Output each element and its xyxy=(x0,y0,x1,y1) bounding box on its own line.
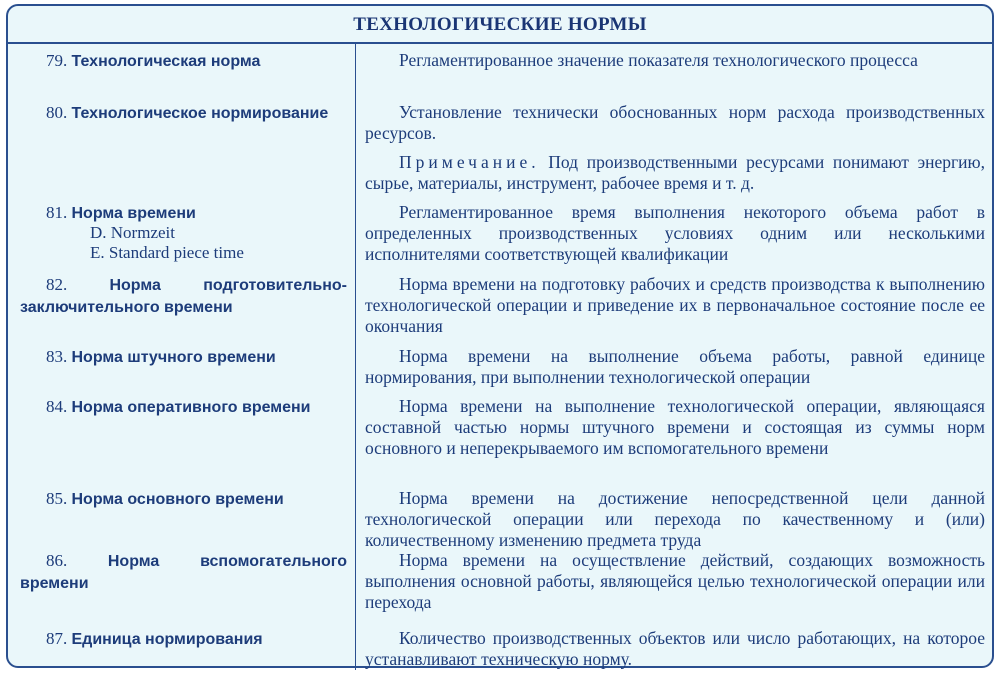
definition: Количество производственных объектов или число работающих, на которое устанавливают техническую норму. xyxy=(365,628,985,669)
entry-number: 84. xyxy=(46,397,68,416)
term-name: Норма вспомогательного времени xyxy=(20,553,347,592)
entry-82 xyxy=(8,274,992,346)
entry-number: 85. xyxy=(46,489,68,508)
entry-81 xyxy=(8,202,992,274)
entry-number: 80. xyxy=(46,103,68,122)
term-cell xyxy=(20,346,373,368)
term-name: Норма оперативного времени xyxy=(71,399,311,416)
note-text: Под производственными ресурсами понимают энергию, сырье, материалы, инструмент, рабочее время и т. д. xyxy=(365,152,985,193)
term-name: Норма времени xyxy=(71,205,196,222)
definition: Регламентированное значение показателя технологического процесса xyxy=(399,50,918,70)
page-title: ТЕХНОЛОГИЧЕСКИЕ НОРМЫ xyxy=(353,14,647,35)
definition: Норма времени на осуществление действий, создающих возможность выполнения основной работы, являющейся целью технологической операции или перехода xyxy=(365,550,985,612)
term-name: Норма основного времени xyxy=(71,491,284,508)
term-cell xyxy=(20,628,373,650)
term-name: Технологическое нормирование xyxy=(71,105,329,122)
term-name: Технологическая норма xyxy=(71,53,261,70)
term-name: Норма штучного времени xyxy=(71,349,276,366)
entries-list xyxy=(8,44,992,669)
entry-80 xyxy=(8,102,992,202)
entry-87 xyxy=(8,628,992,672)
term-cell xyxy=(20,488,373,510)
definition: Норма времени на выполнение технологической операции, являющаяся составной частью нормы штучного времени и состоящая из суммы норм основного и неперекрываемого им вспомогательного времени xyxy=(365,396,985,458)
standards-table xyxy=(6,4,994,668)
term-cell xyxy=(20,102,373,124)
definition: Регламентированное время выполнения некоторого объема работ в определенных производственных условиях одним или несколькими исполнителями соответствующей квалификации xyxy=(365,202,985,264)
term-cell xyxy=(20,50,373,72)
definition: Установление технически обоснованных норм расхода производственных ресурсов. xyxy=(365,102,985,143)
entry-number: 81. xyxy=(46,203,68,222)
term-name: Единица нормирования xyxy=(71,631,263,648)
entry-85 xyxy=(8,488,992,550)
term-english: E. Standard piece time xyxy=(90,243,244,262)
term-cell xyxy=(20,550,347,594)
entry-86 xyxy=(8,550,992,628)
entry-number: 82. xyxy=(46,275,68,294)
term-cell xyxy=(20,396,373,418)
note xyxy=(365,152,985,194)
entry-number: 86. xyxy=(46,551,68,570)
definition: Норма времени на достижение непосредственной цели данной технологической операции или перехода по качественному и (или) количественному изменению предмета труда xyxy=(365,488,985,550)
term-german: D. Normzeit xyxy=(90,223,175,242)
entry-84 xyxy=(8,396,992,488)
term-name: Норма подготовительно-заключительного времени xyxy=(20,277,348,316)
entry-83 xyxy=(8,346,992,396)
term-cell xyxy=(20,202,373,224)
definition: Норма времени на подготовку рабочих и средств производства к выполнению технологической операции и приведение их в первоначальное состояние после ее окончания xyxy=(365,274,985,336)
entry-79 xyxy=(8,50,992,102)
note-label: Примечание. xyxy=(399,152,540,172)
entry-number: 83. xyxy=(46,347,68,366)
entry-number: 79. xyxy=(46,51,68,70)
definition: Норма времени на выполнение объема работы, равной единице нормирования, при выполнении технологической операции xyxy=(365,346,985,387)
term-cell xyxy=(20,274,347,318)
entry-number: 87. xyxy=(46,629,68,648)
